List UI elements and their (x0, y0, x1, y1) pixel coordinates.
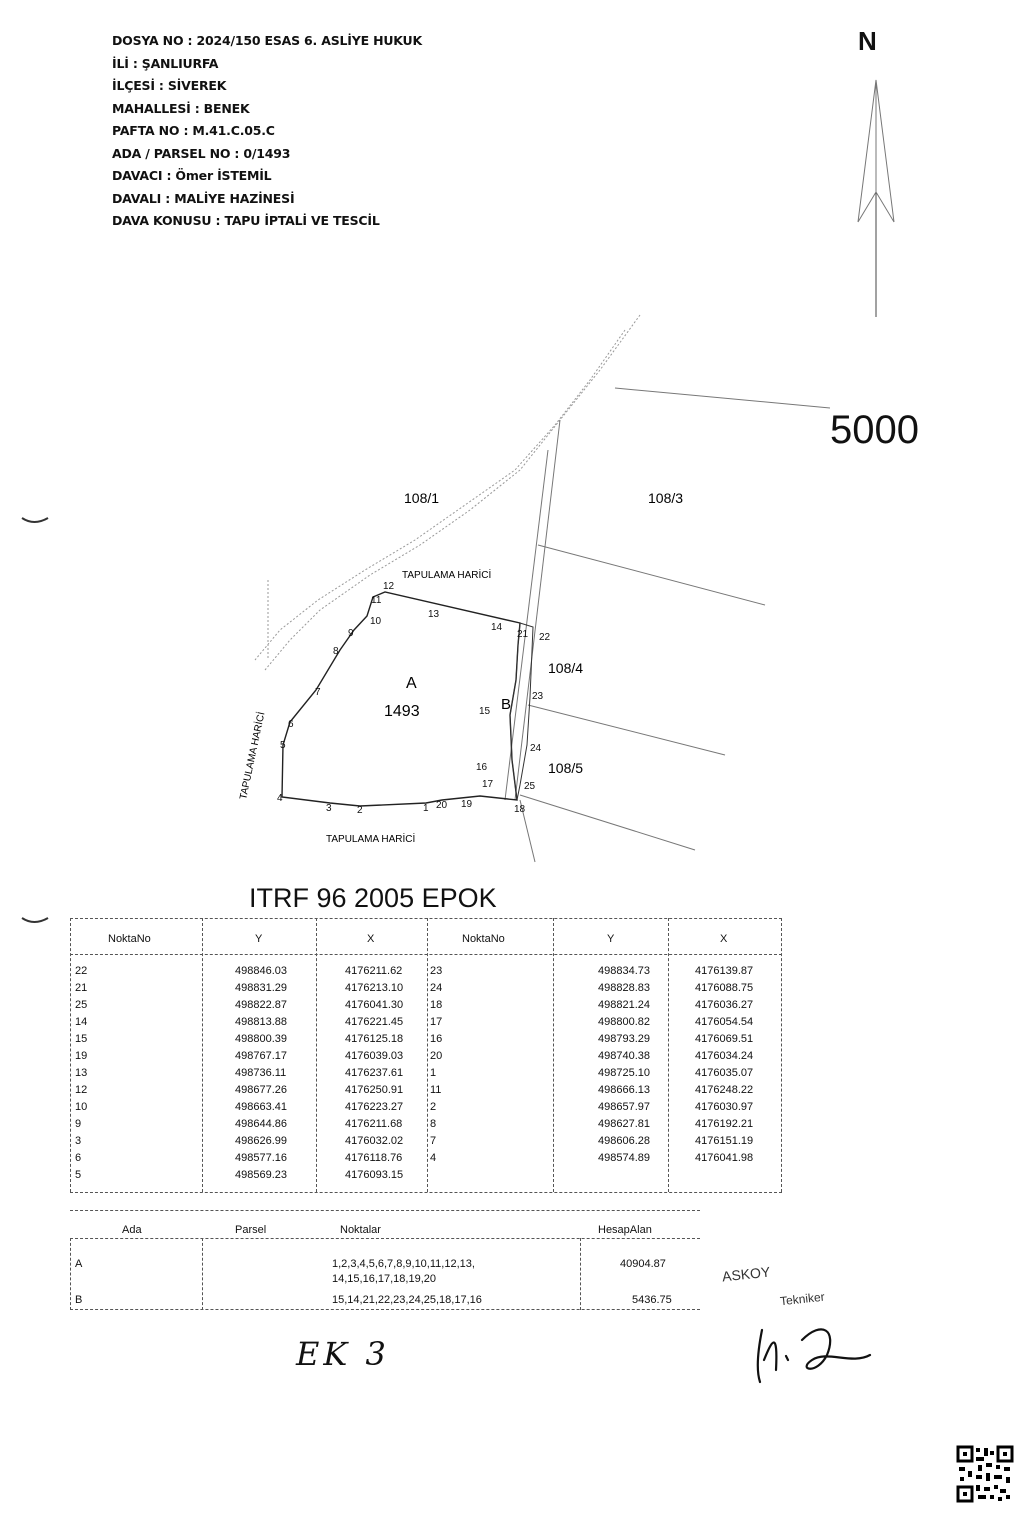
y-coordinate-cell: 498569.23 (235, 1169, 287, 1181)
x-coordinate-cell: 4176041.98 (695, 1152, 754, 1164)
area-table (70, 1208, 700, 1318)
line-108-3-108-4 (538, 545, 765, 605)
y-coordinate-cell: 498834.73 (598, 965, 650, 977)
point-number-cell: 16 (430, 1033, 443, 1045)
x-coordinate-cell: 4176248.22 (695, 1084, 754, 1096)
header-line-sheet-no: PAFTA NO : M.41.C.05.C (112, 123, 275, 138)
point-label: 6 (288, 719, 294, 730)
table-rule (70, 1238, 700, 1239)
area-row-ada: A (75, 1258, 83, 1270)
y-coordinate-cell: 498725.10 (598, 1067, 650, 1079)
point-label: 9 (348, 628, 354, 639)
y-coordinate-cell: 498822.87 (235, 999, 287, 1011)
point-label: 15 (479, 706, 491, 717)
point-label: 13 (428, 609, 440, 620)
handwritten-signature (742, 1310, 882, 1390)
north-arrow-icon (846, 72, 906, 322)
point-number-cell: 9 (75, 1118, 82, 1130)
y-coordinate-cell: 498846.03 (235, 965, 287, 977)
point-label: 10 (370, 616, 382, 627)
coordinate-row (70, 1049, 782, 1063)
point-label: 24 (530, 743, 542, 754)
y-coordinate-cell: 498736.11 (235, 1067, 287, 1079)
x-coordinate-cell: 4176041.30 (345, 999, 404, 1011)
header-line-block-parcel: ADA / PARSEL NO : 0/1493 (112, 145, 291, 161)
point-label: 12 (383, 581, 395, 592)
point-number-cell: 13 (75, 1067, 88, 1079)
header-line-defendant: DAVALI : MALİYE HAZİNESİ (112, 190, 295, 206)
x-coordinate-cell: 4176054.54 (695, 1016, 754, 1028)
coordinate-row (70, 1117, 782, 1131)
point-label: 21 (517, 629, 529, 640)
table-rule (202, 1238, 203, 1310)
x-coordinate-cell: 4176151.19 (695, 1135, 754, 1147)
point-number-cell: 24 (430, 982, 443, 994)
y-coordinate-cell: 498828.83 (598, 982, 650, 994)
header-line-subject: DAVA KONUSU : TAPU İPTALİ VE TESCİL (112, 213, 380, 228)
point-label: 8 (333, 646, 339, 657)
x-coordinate-cell: 4176192.21 (695, 1118, 754, 1130)
coordinate-row (70, 1083, 782, 1097)
y-coordinate-cell: 498574.89 (598, 1152, 650, 1164)
header-line-province: İLİ : ŞANLIURFA (112, 55, 219, 71)
north-label: N (858, 26, 877, 56)
parcel-label-108-5: 108/5 (548, 760, 584, 776)
point-label: 3 (326, 803, 332, 814)
x-coordinate-cell: 4176213.10 (345, 982, 404, 994)
point-number-cell: 18 (430, 999, 443, 1011)
y-coordinate-cell: 498627.81 (598, 1118, 650, 1130)
y-coordinate-cell: 498740.38 (598, 1050, 650, 1062)
line-108-4-108-5 (528, 705, 725, 755)
point-number-cell: 2 (430, 1101, 437, 1113)
x-coordinate-cell: 4176125.18 (345, 1033, 404, 1045)
map-scale: 5000 (830, 408, 919, 452)
area-row-ada: B (75, 1294, 83, 1306)
point-label: 11 (371, 595, 382, 606)
y-coordinate-cell: 498800.39 (235, 1033, 287, 1045)
column-header: Noktalar (340, 1224, 381, 1236)
area-row-points: 15,14,21,22,23,24,25,18,17,16 (332, 1294, 482, 1306)
point-label: 25 (524, 781, 536, 792)
parcel-a-number: 1493 (384, 703, 420, 720)
line-108-3-top (615, 388, 830, 408)
y-coordinate-cell: 498831.29 (235, 982, 287, 994)
case-header (112, 30, 422, 233)
line-108-5-bottom (520, 795, 695, 850)
parcel-b-boundary (510, 623, 533, 800)
column-header: Ada (122, 1224, 142, 1236)
point-number-cell: 12 (75, 1084, 88, 1096)
y-coordinate-cell: 498767.17 (235, 1050, 287, 1062)
point-label: 20 (436, 800, 448, 811)
point-number-cell: 1 (430, 1067, 437, 1079)
column-header: Parsel (235, 1224, 267, 1236)
y-coordinate-cell: 498677.26 (235, 1084, 287, 1096)
x-coordinate-cell: 4176093.15 (345, 1169, 404, 1181)
scan-artifact (20, 512, 50, 526)
y-coordinate-cell: 498800.82 (598, 1016, 650, 1028)
y-coordinate-cell: 498793.29 (598, 1033, 650, 1045)
point-number-cell: 17 (430, 1016, 443, 1028)
area-row-points: 1,2,3,4,5,6,7,8,9,10,11,12,13, (332, 1258, 475, 1270)
area-row-area: 40904.87 (620, 1258, 666, 1270)
column-header: Y (607, 933, 615, 945)
parcel-a-letter: A (406, 675, 417, 692)
point-number-cell: 21 (75, 982, 88, 994)
point-label: 1 (423, 803, 429, 814)
road-line-outer (265, 315, 640, 670)
coordinate-system-title: ITRF 96 2005 EPOK (249, 883, 497, 913)
header-line-plaintiff: DAVACI : Ömer İSTEMİL (112, 168, 272, 183)
parcel-label-108-4: 108/4 (548, 660, 584, 676)
coordinate-row (70, 981, 782, 995)
coordinate-row (70, 1015, 782, 1029)
y-coordinate-cell: 498606.28 (598, 1135, 650, 1147)
coordinate-row (70, 1168, 782, 1182)
point-label: 7 (315, 687, 321, 698)
point-label: 14 (491, 622, 503, 633)
point-label: 17 (482, 779, 494, 790)
coordinate-row (70, 998, 782, 1012)
column-header: NoktaNo (462, 933, 505, 945)
point-number-cell: 25 (75, 999, 88, 1011)
point-label: 5 (280, 740, 286, 751)
coordinate-table (70, 918, 782, 1200)
x-coordinate-cell: 4176035.07 (695, 1067, 754, 1079)
x-coordinate-cell: 4176118.76 (345, 1152, 403, 1164)
label-tapulama-top: TAPULAMA HARİCİ (402, 570, 492, 581)
coordinate-row (70, 1066, 782, 1080)
table-rule (70, 1192, 782, 1193)
signatory-name-stamp: ASKOY (721, 1263, 771, 1285)
y-coordinate-cell: 498666.13 (598, 1084, 650, 1096)
header-line-district: İLÇESİ : SİVEREK (112, 78, 227, 93)
y-coordinate-cell: 498813.88 (235, 1016, 287, 1028)
point-label: 16 (476, 762, 488, 773)
parcel-b-letter: B (501, 696, 512, 713)
parcel-label-108-3: 108/3 (648, 490, 684, 506)
x-coordinate-cell: 4176039.03 (345, 1050, 404, 1062)
x-coordinate-cell: 4176237.61 (345, 1067, 404, 1079)
point-number-cell: 4 (430, 1152, 437, 1164)
coordinate-row (70, 964, 782, 978)
x-coordinate-cell: 4176223.27 (345, 1101, 404, 1113)
parcel-a-boundary (282, 592, 520, 806)
column-header: X (720, 933, 728, 945)
point-label: 23 (532, 691, 544, 702)
area-row-area: 5436.75 (632, 1294, 672, 1306)
table-rule (70, 1238, 71, 1310)
point-number-cell: 5 (75, 1169, 82, 1181)
coordinate-row (70, 1032, 782, 1046)
y-coordinate-cell: 498657.97 (598, 1101, 650, 1113)
coordinate-row (70, 1100, 782, 1114)
header-line-file-no: DOSYA NO : 2024/150 ESAS 6. ASLİYE HUKUK (112, 33, 422, 48)
x-coordinate-cell: 4176221.45 (345, 1016, 404, 1028)
x-coordinate-cell: 4176250.91 (345, 1084, 404, 1096)
road-line-inner (255, 330, 625, 660)
header-line-neighborhood: MAHALLESİ : BENEK (112, 100, 250, 116)
coordinate-table-header (70, 932, 782, 946)
y-coordinate-cell: 498821.24 (598, 999, 650, 1011)
column-header: HesapAlan (598, 1224, 652, 1236)
y-coordinate-cell: 498644.86 (235, 1118, 287, 1130)
point-number-cell: 10 (75, 1101, 88, 1113)
table-rule (70, 1210, 700, 1211)
point-number-cell: 11 (430, 1084, 442, 1096)
x-coordinate-cell: 4176139.87 (695, 965, 754, 977)
point-label: 18 (514, 804, 526, 815)
table-rule (70, 1309, 700, 1310)
point-number-cell: 22 (75, 965, 88, 977)
table-rule (70, 918, 782, 919)
x-coordinate-cell: 4176030.97 (695, 1101, 754, 1113)
parcel-label-108-1: 108/1 (404, 490, 440, 506)
label-tapulama-bottom: TAPULAMA HARİCİ (326, 834, 416, 845)
y-coordinate-cell: 498663.41 (235, 1101, 287, 1113)
point-label: 22 (539, 632, 551, 643)
table-rule (70, 954, 782, 955)
x-coordinate-cell: 4176211.68 (345, 1118, 403, 1130)
point-number-cell: 14 (75, 1016, 88, 1028)
coordinate-row (70, 1134, 782, 1148)
column-header: Y (255, 933, 263, 945)
y-coordinate-cell: 498626.99 (235, 1135, 287, 1147)
point-number-cell: 23 (430, 965, 443, 977)
x-coordinate-cell: 4176088.75 (695, 982, 754, 994)
signatory-title: Tekniker (779, 1289, 826, 1309)
x-coordinate-cell: 4176032.02 (345, 1135, 404, 1147)
point-number-cell: 7 (430, 1135, 437, 1147)
point-label: 2 (357, 805, 363, 816)
point-number-cell: 20 (430, 1050, 443, 1062)
handwritten-annex-note: EK 3 (296, 1335, 390, 1373)
point-number-cell: 6 (75, 1152, 82, 1164)
x-coordinate-cell: 4176069.51 (695, 1033, 754, 1045)
x-coordinate-cell: 4176036.27 (695, 999, 754, 1011)
qr-code-icon (956, 1445, 1014, 1503)
y-coordinate-cell: 498577.16 (235, 1152, 287, 1164)
column-header: NoktaNo (108, 933, 151, 945)
x-coordinate-cell: 4176211.62 (345, 965, 403, 977)
x-coordinate-cell: 4176034.24 (695, 1050, 754, 1062)
column-header: X (367, 933, 375, 945)
point-number-cell: 19 (75, 1050, 88, 1062)
point-number-cell: 3 (75, 1135, 82, 1147)
point-label: 4 (277, 793, 283, 804)
point-label: 19 (461, 799, 473, 810)
table-rule (580, 1238, 581, 1310)
area-row-points: 14,15,16,17,18,19,20 (332, 1273, 436, 1285)
scan-artifact (20, 912, 50, 926)
parcel-map (0, 300, 1024, 880)
label-tapulama-left: TAPULAMA HARİCİ (238, 711, 268, 801)
point-number-cell: 15 (75, 1033, 88, 1045)
coordinate-row (70, 1151, 782, 1165)
point-number-cell: 8 (430, 1118, 437, 1130)
